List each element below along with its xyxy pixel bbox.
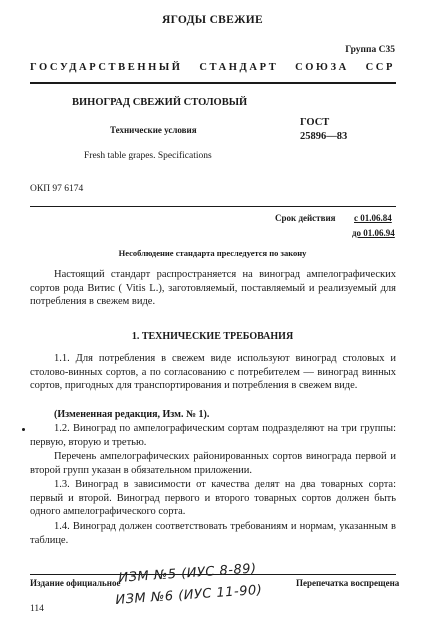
document-title: ВИНОГРАД СВЕЖИЙ СТОЛОВЫЙ [72,97,248,108]
header-rule [30,82,396,84]
paragraph-1-1: 1.1. Для потребления в свежем виде используют виноград столовых и столово-винных сортов, а по согласованию с потребителем — виноград винных сортов, пригодных для транспортирования и потребления в свежем виде. [30,353,396,391]
state-standard-line [30,62,395,73]
section-title: 1. ТЕХНИЧЕСКИЕ ТРЕБОВАНИЯ [131,331,294,342]
group-code: Группа С35 [345,45,395,55]
page-number: 114 [30,604,44,614]
validity-from: с 01.06.84 [354,213,392,223]
validity-label: Срок действия [275,213,336,223]
paragraph-1-2: 1.2. Виноград по ампелографическим сортам подразделяют на три группы: первую, вторую и третью. [30,423,396,448]
validity-to: до 01.06.94 [352,228,395,238]
official-edition: Издание официальное [30,578,121,588]
okp-rule [30,206,396,207]
book-title: ЯГОДЫ СВЕЖИЕ [161,14,264,26]
okp-code: ОКП 97 6174 [30,184,84,194]
gost-number: 25896—83 [300,131,348,142]
gost-label: ГОСТ [300,117,330,128]
handwritten-amendment-1: ИЗМ №5 (ИУС 8-89) [118,561,258,586]
paragraph-1-2b: Перечень ампелографических районированных сортов винограда первой и второй групп указан в обязательном приложении. [30,451,396,476]
document-subtitle: Технические условия [110,125,197,135]
state-standard-word-1: ГОСУДАРСТВЕННЫЙ [30,62,183,73]
law-notice: Несоблюдение стандарта преследуется по закону [118,248,307,258]
state-standard-word-4: ССР [365,62,395,73]
intro-paragraph: Настоящий стандарт распространяется на виноград ампелографических сортов рода Витис ( Vitis L.), заготовляемый, поставляемый и реализуемый для потребления в свежем виде. [30,269,396,307]
state-standard-word-3: СОЮЗА [295,62,349,73]
paragraph-1-1-note: (Измененная редакция, Изм. № 1). [54,409,210,420]
margin-dot [22,428,25,431]
state-standard-word-2: СТАНДАРТ [199,62,279,73]
reprint-prohibited: Перепечатка воспрещена [296,578,400,588]
paragraph-1-3: 1.3. Виноград в зависимости от качества делят на два товарных сорта: первый и второй. Виноград первого и второго товарных сортов должен быть одного ампелографического сорта. [30,479,396,517]
handwritten-amendment-2: ИЗМ №6 (ИУС 11-90) [115,582,263,608]
paragraph-1-4: 1.4. Виноград должен соответствовать требованиям и нормам, указанным в таблице. [30,521,396,546]
document-title-english: Fresh table grapes. Specifications [84,151,212,161]
